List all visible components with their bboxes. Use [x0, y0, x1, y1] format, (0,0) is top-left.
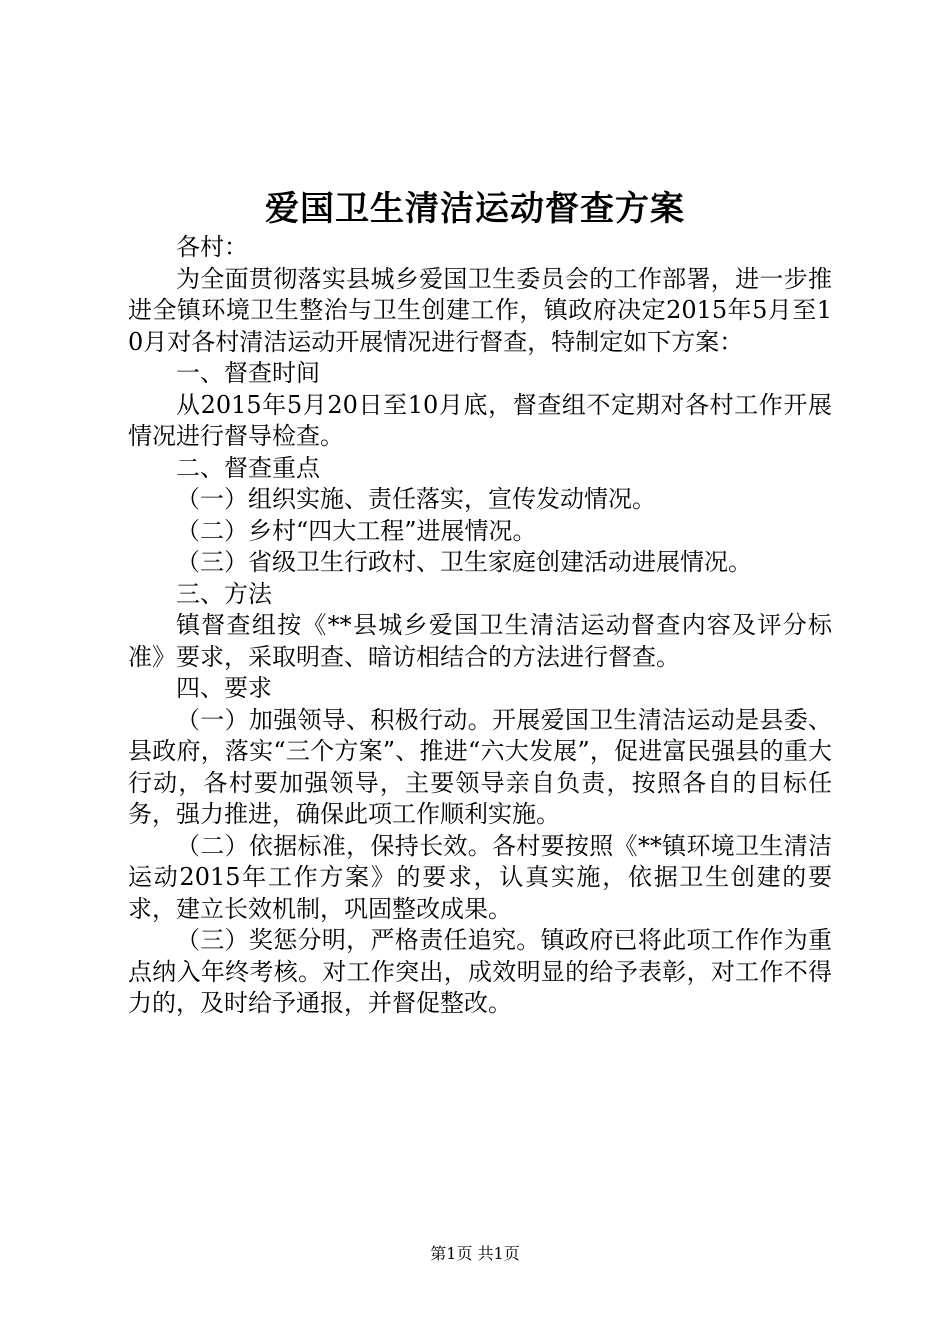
requirement-paragraph: （三）奖惩分明，严格责任追究。镇政府已将此项工作作为重点纳入年终考核。对工作突出，成效明显的给予表彰，对工作不得力的，及时给予通报，并督促整改。	[128, 926, 832, 1017]
intro-paragraph: 为全面贯彻落实县城乡爱国卫生委员会的工作部署，进一步推进全镇环境卫生整治与卫生创建工作，镇政府决定2015年5月至10月对各村清洁运动开展情况进行督查，特制定如下方案：	[128, 264, 832, 356]
section-heading: 四、要求	[176, 674, 272, 702]
list-item: （二）乡村“四大工程”进展情况。	[176, 516, 537, 545]
salutation: 各村：	[176, 233, 248, 261]
page-footer: 第1页 共1页	[430, 1244, 520, 1263]
section-heading: 一、督查时间	[176, 359, 320, 387]
body-paragraph: 镇督查组按《**县城乡爱国卫生清洁运动督查内容及评分标准》要求，采取明查、暗访相结合的方法进行督查。	[128, 611, 832, 671]
section-heading: 二、督查重点	[176, 453, 320, 482]
list-item: （一）组织实施、责任落实，宣传发动情况。	[176, 485, 656, 513]
section-heading: 三、方法	[176, 579, 272, 608]
list-item: （三）省级卫生行政村、卫生家庭创建活动进展情况。	[176, 548, 752, 576]
document-title: 爱国卫生清洁运动督查方案	[265, 189, 685, 229]
requirement-paragraph: （二）依据标准，保持长效。各村要按照《**镇环境卫生清洁运动2015年工作方案》的要求，认真实施，依据卫生创建的要求，建立长效机制，巩固整改成果。	[128, 831, 832, 923]
requirement-paragraph: （一）加强领导、积极行动。开展爱国卫生清洁运动是县委、县政府，落实“三个方案”、推进“六大发展”，促进富民强县的重大行动，各村要加强领导，主要领导亲自负责，按照各自的目标任务，强力推进，确保此项工作顺利实施。	[128, 705, 832, 828]
document-body	[128, 232, 832, 1020]
body-paragraph: 从2015年5月20日至10月底，督查组不定期对各村工作开展情况进行督导检查。	[128, 390, 832, 450]
